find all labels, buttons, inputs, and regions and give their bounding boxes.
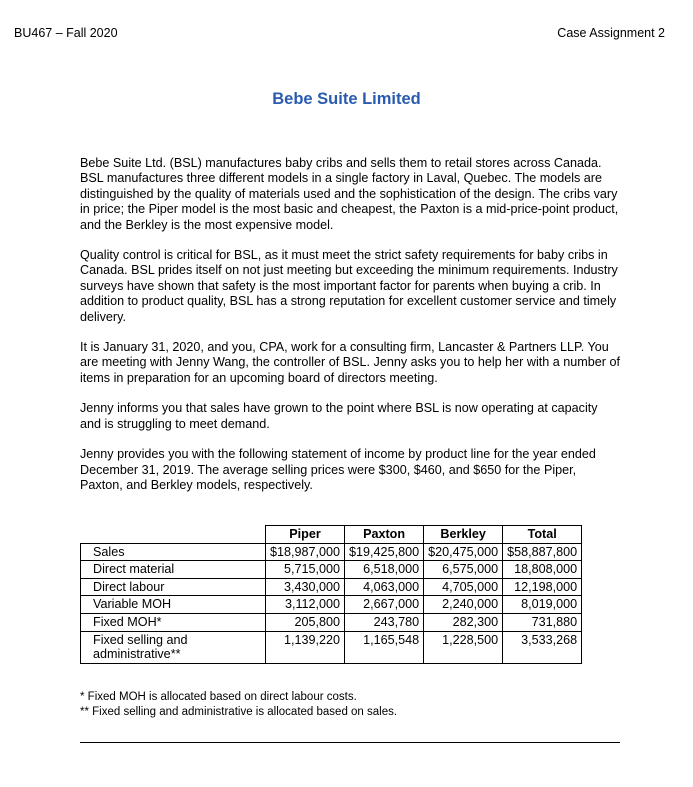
table-cell: 4,705,000 bbox=[424, 578, 503, 596]
table-cell: 6,518,000 bbox=[345, 561, 424, 579]
table-row bbox=[81, 596, 582, 614]
table-row bbox=[81, 543, 582, 561]
table-cell: $19,425,800 bbox=[345, 543, 424, 561]
table-cell: 2,240,000 bbox=[424, 596, 503, 614]
table-cell: 3,112,000 bbox=[266, 596, 345, 614]
header-assignment: Case Assignment 2 bbox=[557, 26, 665, 40]
table-row bbox=[81, 561, 582, 579]
table-cell: 2,667,000 bbox=[345, 596, 424, 614]
table-cell: 8,019,000 bbox=[503, 596, 582, 614]
row-label: Direct labour bbox=[81, 578, 266, 596]
table-row bbox=[81, 578, 582, 596]
paragraph-meeting: It is January 31, 2020, and you, CPA, work for a consulting firm, Lancaster & Partners LLP. You are meeting with Jenny Wang, the controller of BSL. Jenny asks you to help her with a number of items in preparation for an upcoming board of directors meeting. bbox=[80, 340, 620, 385]
paragraph-capacity: Jenny informs you that sales have grown to the point where BSL is now operating at capacity and is struggling to meet demand. bbox=[80, 401, 598, 431]
paragraph-statement: Jenny provides you with the following statement of income by product line for the year ended December 31, 2019. The average selling prices were $300, $460, and $650 for the Piper, Paxton, and Berkley models, respectively. bbox=[80, 447, 596, 492]
row-label: Sales bbox=[81, 543, 266, 561]
table-cell: 18,808,000 bbox=[503, 561, 582, 579]
column-header-piper: Piper bbox=[266, 526, 345, 544]
footnotes bbox=[80, 690, 397, 720]
row-label: Variable MOH bbox=[81, 596, 266, 614]
document-title: Bebe Suite Limited bbox=[272, 90, 421, 108]
header-course: BU467 – Fall 2020 bbox=[14, 26, 118, 40]
table-cell: 731,880 bbox=[503, 613, 582, 631]
table-row bbox=[81, 631, 582, 663]
table-header-row bbox=[81, 526, 582, 544]
footer-divider bbox=[80, 742, 620, 743]
paragraph-intro: Bebe Suite Ltd. (BSL) manufactures baby cribs and sells them to retail stores across Canada. BSL manufactures three different models in a single factory in Laval, Quebec. The models are distinguished by the quality of materials used and the sophistication of the design. The cribs vary in price; the Piper model is the most basic and cheapest, the Paxton is a mid-price-point product, and the Berkley is the most expensive model. bbox=[80, 156, 619, 232]
table-cell: 3,533,268 bbox=[503, 631, 582, 663]
table-cell: 5,715,000 bbox=[266, 561, 345, 579]
table-cell: 1,165,548 bbox=[345, 631, 424, 663]
table-cell: 12,198,000 bbox=[503, 578, 582, 596]
paragraph-quality: Quality control is critical for BSL, as it must meet the strict safety requirements for baby cribs in Canada. BSL prides itself on not just meeting but exceeding the minimum requirements. Industry surveys have shown that safety is the most important factor for parents when buying a crib. In addition to product quality, BSL has a strong reputation for excellent customer service and timely delivery. bbox=[80, 248, 618, 324]
case-body bbox=[80, 156, 620, 508]
table-cell: 282,300 bbox=[424, 613, 503, 631]
table-cell: 1,139,220 bbox=[266, 631, 345, 663]
row-label: Direct material bbox=[81, 561, 266, 579]
footnote-fixed-selling: ** Fixed selling and administrative is allocated based on sales. bbox=[80, 706, 398, 718]
table-cell: $20,475,000 bbox=[424, 543, 503, 561]
table-cell: 3,430,000 bbox=[266, 578, 345, 596]
column-header-berkley: Berkley bbox=[424, 526, 503, 544]
table-row bbox=[81, 613, 582, 631]
footnote-fixed-moh: * Fixed MOH is allocated based on direct labour costs. bbox=[80, 691, 357, 703]
table-cell: 6,575,000 bbox=[424, 561, 503, 579]
table-cell: $58,887,800 bbox=[503, 543, 582, 561]
row-label: Fixed selling and administrative** bbox=[81, 631, 266, 663]
table-cell: 243,780 bbox=[345, 613, 424, 631]
column-header-paxton: Paxton bbox=[345, 526, 424, 544]
income-statement-table bbox=[80, 525, 582, 664]
column-header-total: Total bbox=[503, 526, 582, 544]
table-cell: 205,800 bbox=[266, 613, 345, 631]
row-label: Fixed MOH* bbox=[81, 613, 266, 631]
table-cell: 4,063,000 bbox=[345, 578, 424, 596]
header-blank-cell bbox=[81, 526, 266, 544]
table-cell: 1,228,500 bbox=[424, 631, 503, 663]
table-cell: $18,987,000 bbox=[266, 543, 345, 561]
